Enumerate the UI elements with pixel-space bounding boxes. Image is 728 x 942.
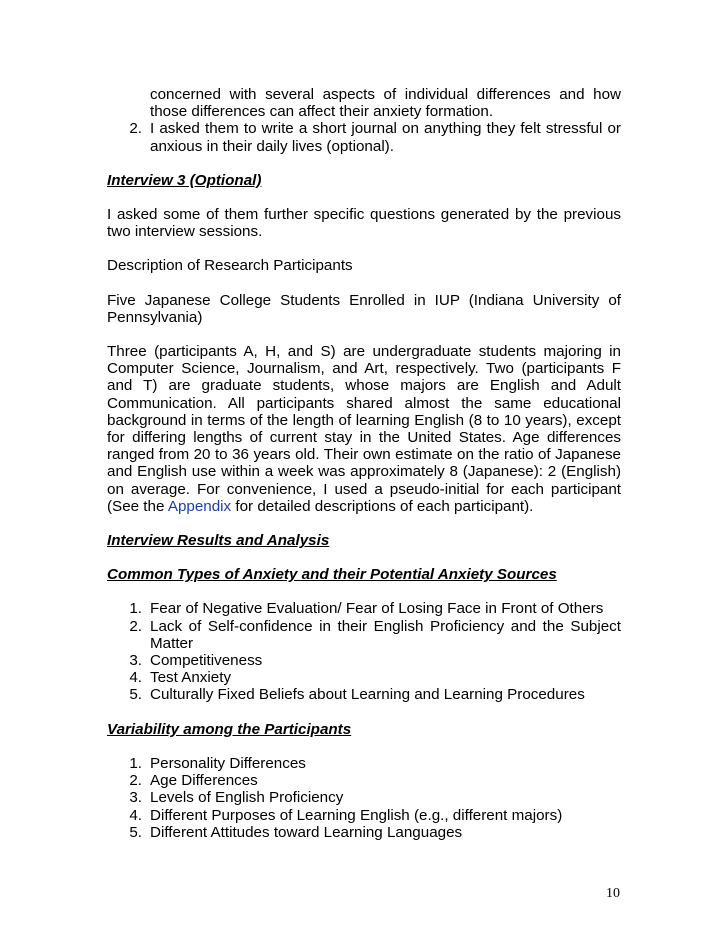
anxiety-types-list xyxy=(107,600,621,703)
list-item-number: 2. xyxy=(129,772,142,790)
paragraph-text-end: for detailed descriptions of each participant). xyxy=(235,497,534,515)
list-item xyxy=(107,652,621,669)
list-item-text: Competitiveness xyxy=(150,652,263,670)
list-item-number: 2. xyxy=(129,617,142,635)
interview3-text: I asked some of them further specific questions generated by the previous two interview sessions. xyxy=(107,206,621,241)
list-item-text: Lack of Self-confidence in their English Proficiency and the Subject Matter xyxy=(150,617,621,652)
list-item xyxy=(107,618,621,652)
list-item xyxy=(107,789,621,806)
list-item-number: 2. xyxy=(129,120,142,138)
list-item-number: 5. xyxy=(129,823,142,841)
numbered-list xyxy=(107,120,621,154)
variability-list xyxy=(107,755,621,841)
list-item-text: Different Attitudes toward Learning Languages xyxy=(150,823,463,841)
list-item-text: Culturally Fixed Beliefs about Learning and Learning Procedures xyxy=(150,686,585,704)
appendix-link[interactable]: Appendix xyxy=(167,497,232,515)
anxiety-types-heading: Common Types of Anxiety and their Potential Anxiety Sources xyxy=(107,566,557,584)
list-item xyxy=(107,669,621,686)
list-item-number: 4. xyxy=(129,806,142,824)
list-item-number: 4. xyxy=(129,669,142,687)
list-item-text: Personality Differences xyxy=(150,754,306,772)
participants-subheading: Five Japanese College Students Enrolled in IUP (Indiana University of Pennsylvania) xyxy=(107,291,621,326)
list-item-continuation: concerned with several aspects of individual differences and how those differences can affect their anxiety formation. xyxy=(150,86,621,121)
list-item xyxy=(107,824,621,841)
participants-heading: Description of Research Participants xyxy=(107,257,353,275)
list-item xyxy=(107,807,621,824)
variability-heading: Variability among the Participants xyxy=(107,720,352,738)
participants-paragraph xyxy=(107,343,621,515)
list-item-number: 3. xyxy=(129,652,142,670)
list-item xyxy=(107,755,621,772)
list-item xyxy=(107,120,621,154)
list-item-text: Fear of Negative Evaluation/ Fear of Losing Face in Front of Others xyxy=(150,600,604,618)
results-heading: Interview Results and Analysis xyxy=(107,532,330,550)
list-item xyxy=(107,772,621,789)
list-item-number: 1. xyxy=(129,754,142,772)
list-item-number: 3. xyxy=(129,789,142,807)
list-item-text: Age Differences xyxy=(150,772,258,790)
interview3-heading: Interview 3 (Optional) xyxy=(107,171,262,189)
document-page xyxy=(107,86,621,841)
paragraph-text: Three (participants A, H, and S) are undergraduate students majoring in Computer Science, Journalism, and Art, respectively. Two (participants F and T) are graduate students, whose majors are English and Adult Communication. All participants shared almost the same educational background in terms of the length of learning English (8 to 10 years), except for differing lengths of current stay in the United States. Age differences ranged from 20 to 36 years old. Their own estimate on the ratio of Japanese and English use within a week was approximately 8 (Japanese): 2 (English) on average. For convenience, I used a pseudo-initial for each participant (See the xyxy=(107,343,621,515)
list-item-text: I asked them to write a short journal on anything they felt stressful or anxious in their daily lives (optional). xyxy=(150,120,621,155)
list-item-text: Test Anxiety xyxy=(150,669,232,687)
list-item-number: 5. xyxy=(129,686,142,704)
list-item-text: Different Purposes of Learning English (e.g., different majors) xyxy=(150,806,563,824)
list-item xyxy=(107,686,621,703)
list-item xyxy=(107,600,621,617)
list-item-text: Levels of English Proficiency xyxy=(150,789,344,807)
list-item-number: 1. xyxy=(129,600,142,618)
page-number: 10 xyxy=(606,886,620,901)
